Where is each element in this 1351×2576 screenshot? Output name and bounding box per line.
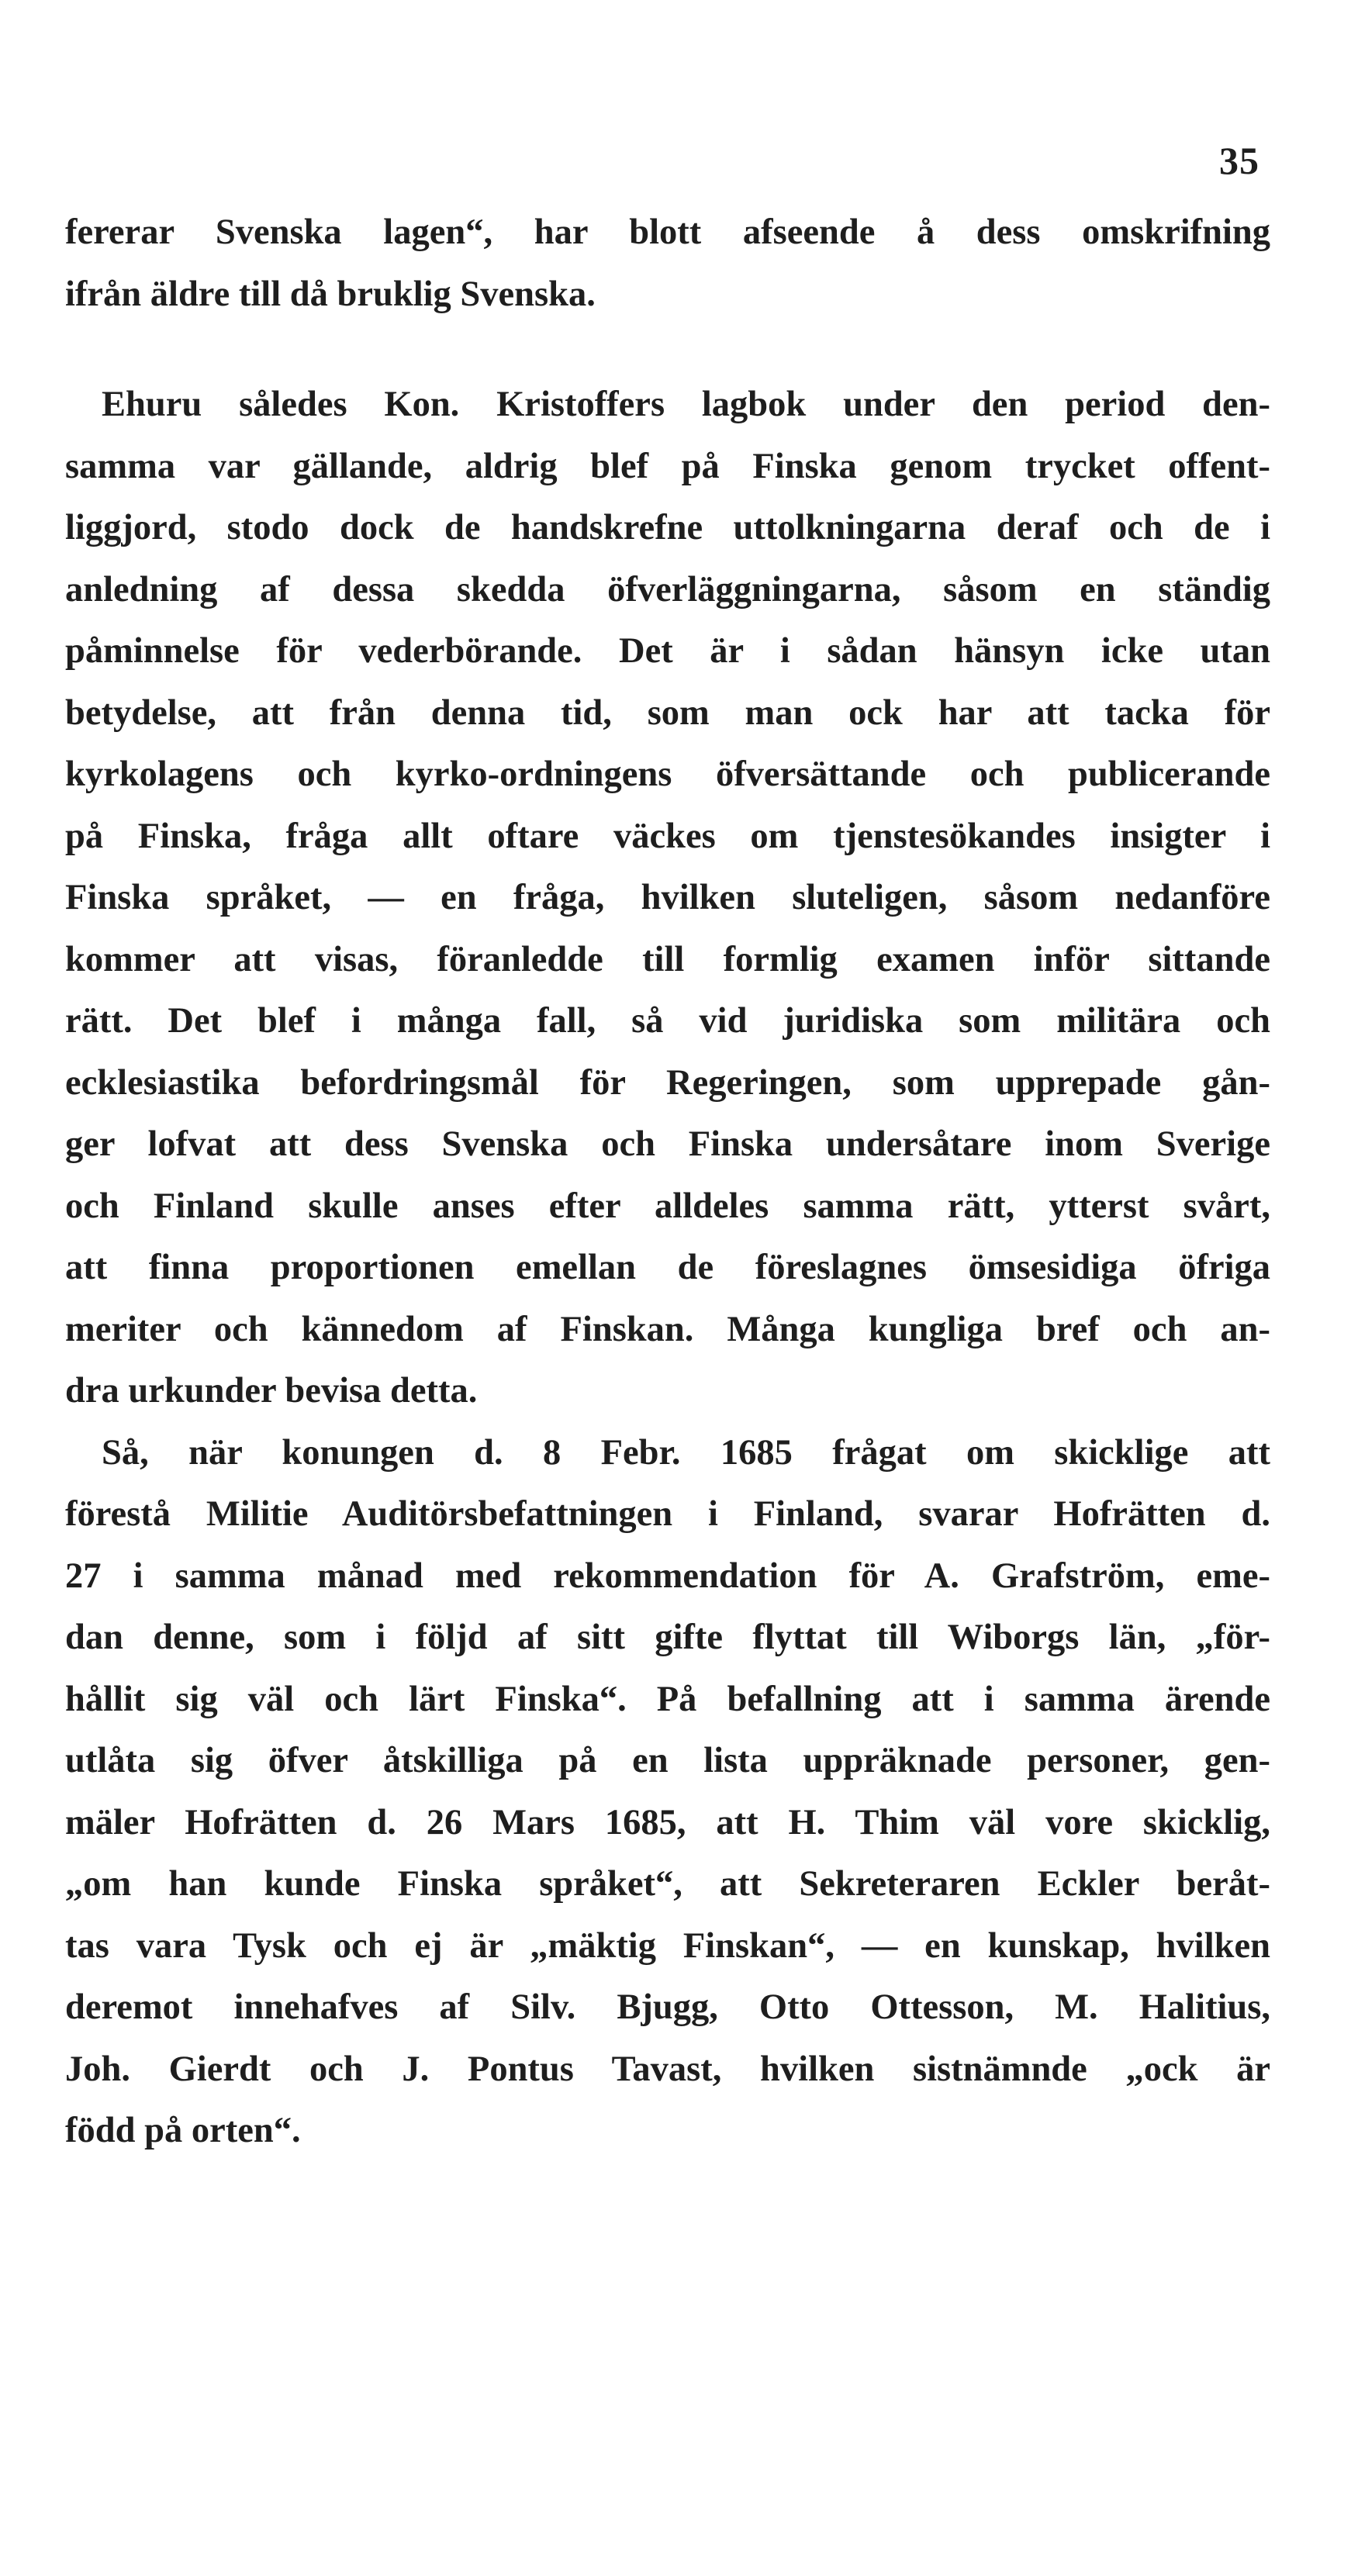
text-line: anledning af dessa skedda öfverläggningarna, såsom en ständig: [65, 569, 1270, 609]
text-line: Joh. Gierdt och J. Pontus Tavast, hvilken sistnämnde „ock är: [65, 2049, 1270, 2089]
paragraph-ehuru: [65, 374, 1270, 1422]
text-line: och Finland skulle anses efter alldeles samma rätt, ytterst svårt,: [65, 1186, 1270, 1226]
text-line: född på orten“.: [65, 2111, 301, 2150]
text-line: ger lofvat att dess Svenska och Finska undersåtare inom Sverige: [65, 1124, 1270, 1164]
paragraph-sa-nar: [65, 1422, 1270, 2162]
text-line: dra urkunder bevisa detta.: [65, 1371, 478, 1411]
text-line: att finna proportionen emellan de föreslagnes ömsesidiga öfriga: [65, 1248, 1270, 1287]
text-line: 27 i samma månad med rekommendation för A. Grafström, eme-: [65, 1556, 1270, 1596]
text-line: kyrkolagens och kyrko-ordningens öfversättande och publicerande: [65, 754, 1270, 794]
text-line: tas vara Tysk och ej är „mäktig Finskan“, — en kunskap, hvilken: [65, 1925, 1270, 1966]
page-number: 35: [1219, 139, 1259, 182]
text-line: dan denne, som i följd af sitt gifte flyttat till Wiborgs län, „för-: [65, 1618, 1270, 1657]
text-line: samma var gällande, aldrig blef på Finska genom trycket offent-: [65, 446, 1270, 486]
text-line: utlåta sig öfver åtskilliga på en lista uppräknade personer, gen-: [65, 1741, 1270, 1780]
text-line: Så, när konungen d. 8 Febr. 1685 frågat om skicklige att: [102, 1432, 1270, 1473]
text-line: kommer att visas, föranledde till formlig examen inför sittande: [65, 939, 1270, 979]
text-line: hållit sig väl och lärt Finska“. På befallning att i samma ärende: [65, 1679, 1270, 1719]
text-line: meriter och kännedom af Finskan. Många kungliga bref och an-: [65, 1309, 1270, 1349]
text-line: förestå Militie Auditörsbefattningen i Finland, svarar Hofrätten d.: [65, 1494, 1270, 1534]
paragraph-continuation: [65, 202, 1270, 325]
text-line: ifrån äldre till då bruklig Svenska.: [65, 274, 596, 314]
text-line: „om han kunde Finska språket“, att Sekreteraren Eckler beråt-: [65, 1864, 1270, 1904]
text-line: betydelse, att från denna tid, som man ock har att tacka för: [65, 692, 1270, 733]
body-text: [65, 374, 1270, 2162]
text-line: Finska språket, — en fråga, hvilken sluteligen, såsom nedanföre: [65, 878, 1270, 917]
text-line: Ehuru således Kon. Kristoffers lagbok under den period den-: [102, 385, 1270, 424]
text-line: mäler Hofrätten d. 26 Mars 1685, att H. Thim väl vore skicklig,: [65, 1802, 1270, 1842]
text-line: ecklesiastika befordringsmål för Regeringen, som upprepade gån-: [65, 1062, 1270, 1103]
text-line: på Finska, fråga allt oftare väckes om tjenstesökandes insigter i: [65, 816, 1270, 856]
text-line: deremot innehafves af Silv. Bjugg, Otto Ottesson, M. Halitius,: [65, 1987, 1270, 2027]
text-line: fererar Svenska lagen“, har blott afseende å dess omskrifning: [65, 212, 1270, 252]
text-line: liggjord, stodo dock de handskrefne uttolkningarna deraf och de i: [65, 508, 1270, 547]
text-line: rätt. Det blef i många fall, så vid juridiska som militära och: [65, 1001, 1270, 1041]
text-line: påminnelse för vederbörande. Det är i sådan hänsyn icke utan: [65, 631, 1270, 671]
